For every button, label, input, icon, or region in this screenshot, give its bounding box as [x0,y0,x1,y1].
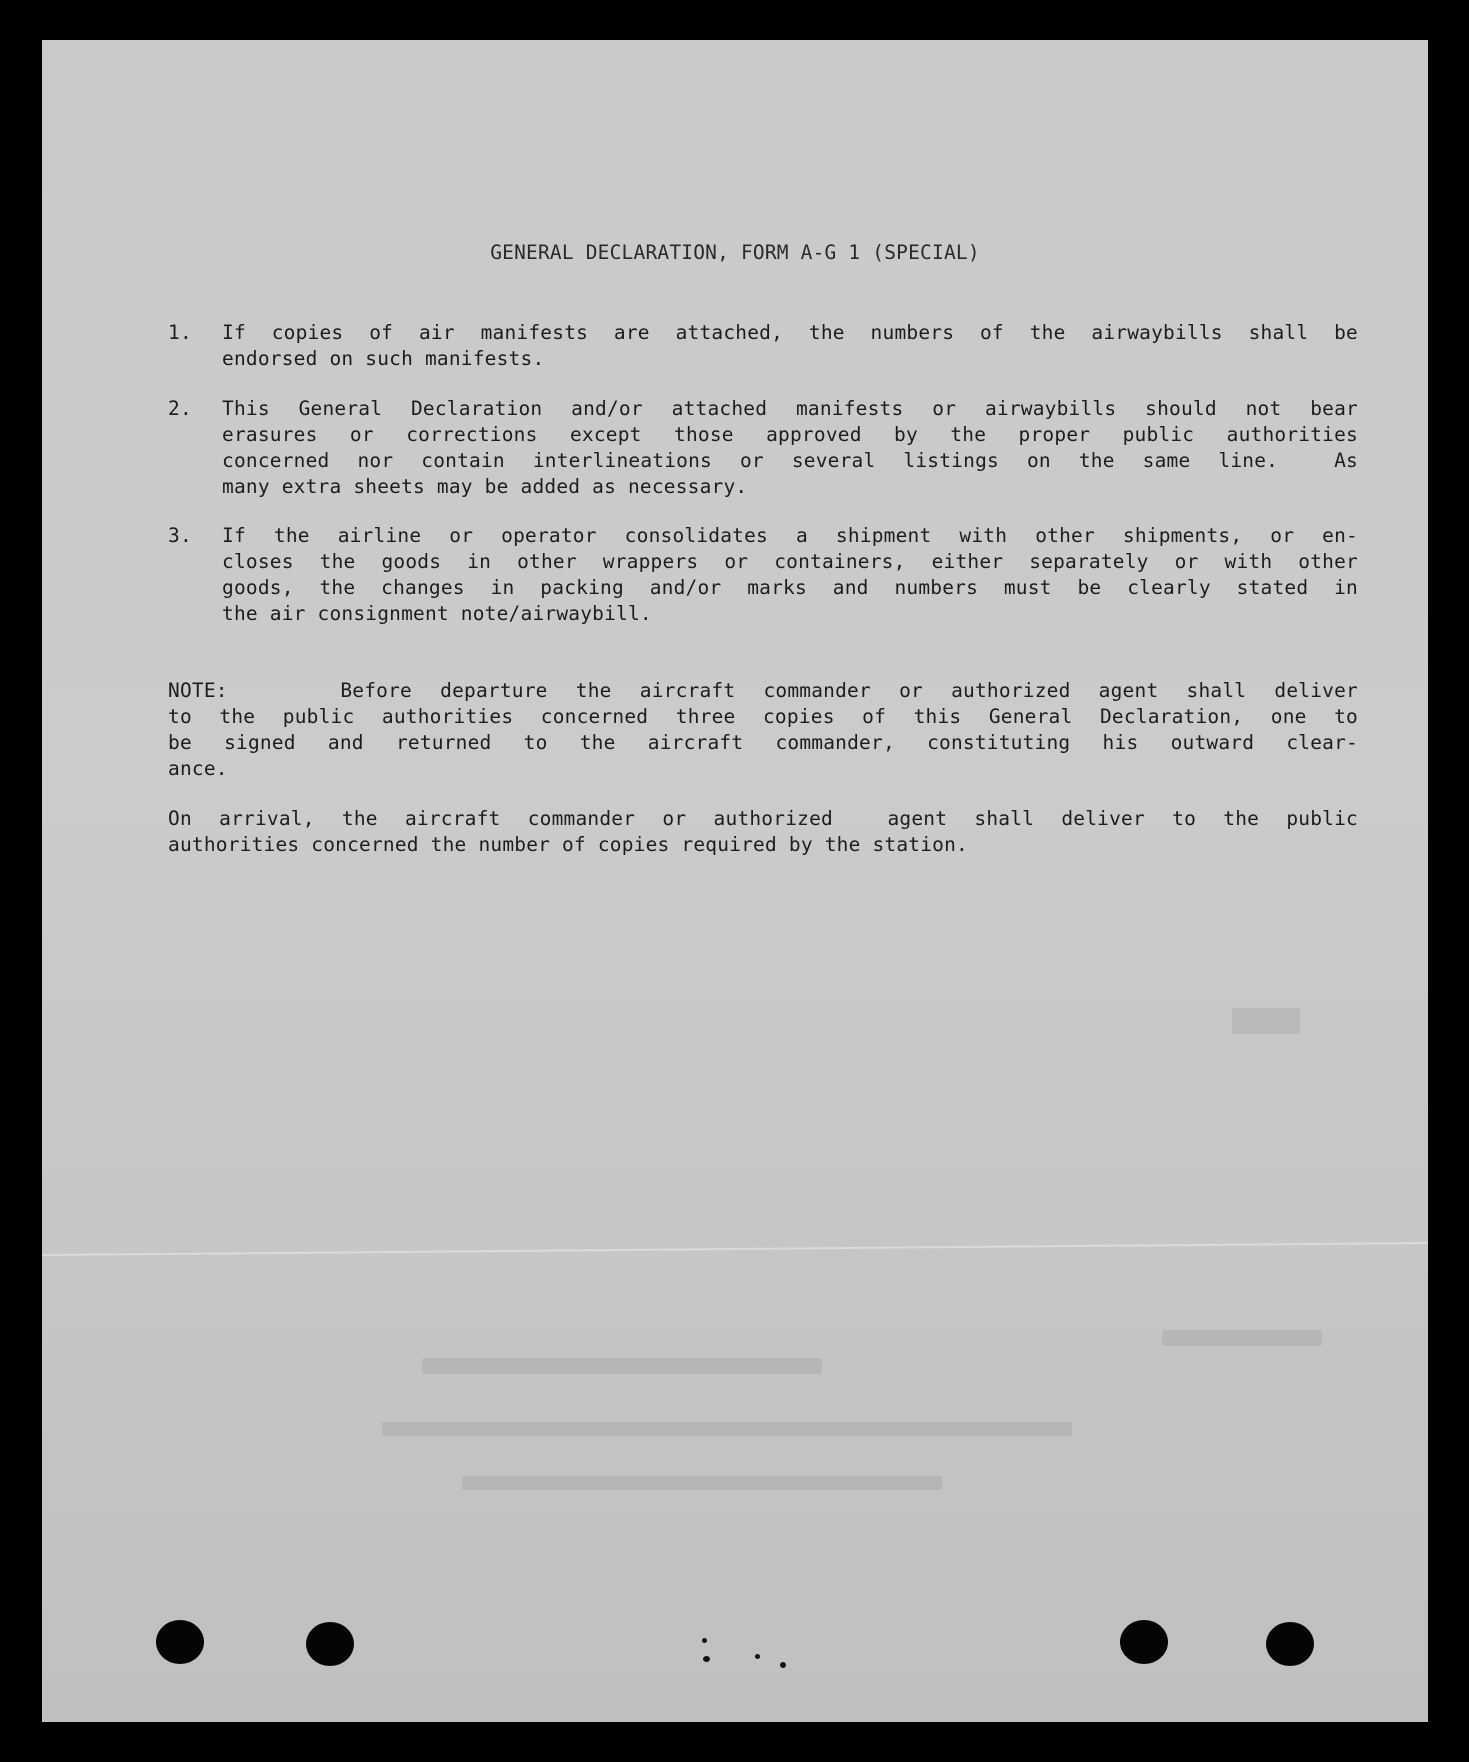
punch-hole [1120,1620,1168,1664]
item-number: 2. [168,397,192,420]
punch-hole [306,1622,354,1666]
bleed-through-mark [422,1358,822,1374]
item-line: erasures or corrections except those approved by the proper public authorities [222,423,1358,446]
speck [702,1638,707,1643]
bleed-through-mark [462,1476,942,1490]
item-line: the air consignment note/airwaybill. [222,602,652,625]
item-line: many extra sheets may be added as necessary. [222,475,748,498]
punch-hole [1266,1622,1314,1666]
bleed-through-mark [382,1422,1072,1436]
arrival-line: On arrival, the aircraft commander or authorized agent shall deliver to the public [168,807,1358,830]
item-body [222,396,1358,500]
item-line: This General Declaration and/or attached manifests or airwaybills should not bear [222,397,1358,420]
arrival-line: authorities concerned the number of copies required by the station. [168,833,968,856]
bleed-through-mark [1232,1008,1300,1034]
item-line: goods, the changes in packing and/or marks and numbers must be clearly stated in [222,576,1358,599]
item-body [222,320,1358,372]
item-number: 3. [168,524,192,547]
item-line: If copies of air manifests are attached, the numbers of the airwaybills shall be [222,321,1358,344]
item-line: concerned nor contain interlineations or several listings on the same line. As [222,449,1358,472]
bleed-through-mark [1162,1330,1322,1346]
note-line: be signed and returned to the aircraft commander, constituting his outward clear- [168,731,1358,754]
item-line: If the airline or operator consolidates a shipment with other shipments, or en- [222,524,1358,547]
arrival-paragraph [168,806,1358,858]
fold-line [42,1242,1428,1256]
note-line: to the public authorities concerned three copies of this General Declaration, one to [168,705,1358,728]
speck [780,1662,786,1668]
paper-sheet [42,40,1428,1722]
note-paragraph [168,678,1358,782]
speck [703,1656,710,1662]
item-body [222,523,1358,627]
speck [755,1654,760,1659]
note-line: ance. [168,757,228,780]
item-number: 1. [168,321,192,344]
document-title: GENERAL DECLARATION, FORM A-G 1 (SPECIAL) [490,241,980,264]
item-line: closes the goods in other wrappers or containers, either separately or with other [222,550,1358,573]
note-line: NOTE: Before departure the aircraft commander or authorized agent shall deliver [168,679,1358,702]
punch-hole [156,1620,204,1664]
item-line: endorsed on such manifests. [222,347,545,370]
